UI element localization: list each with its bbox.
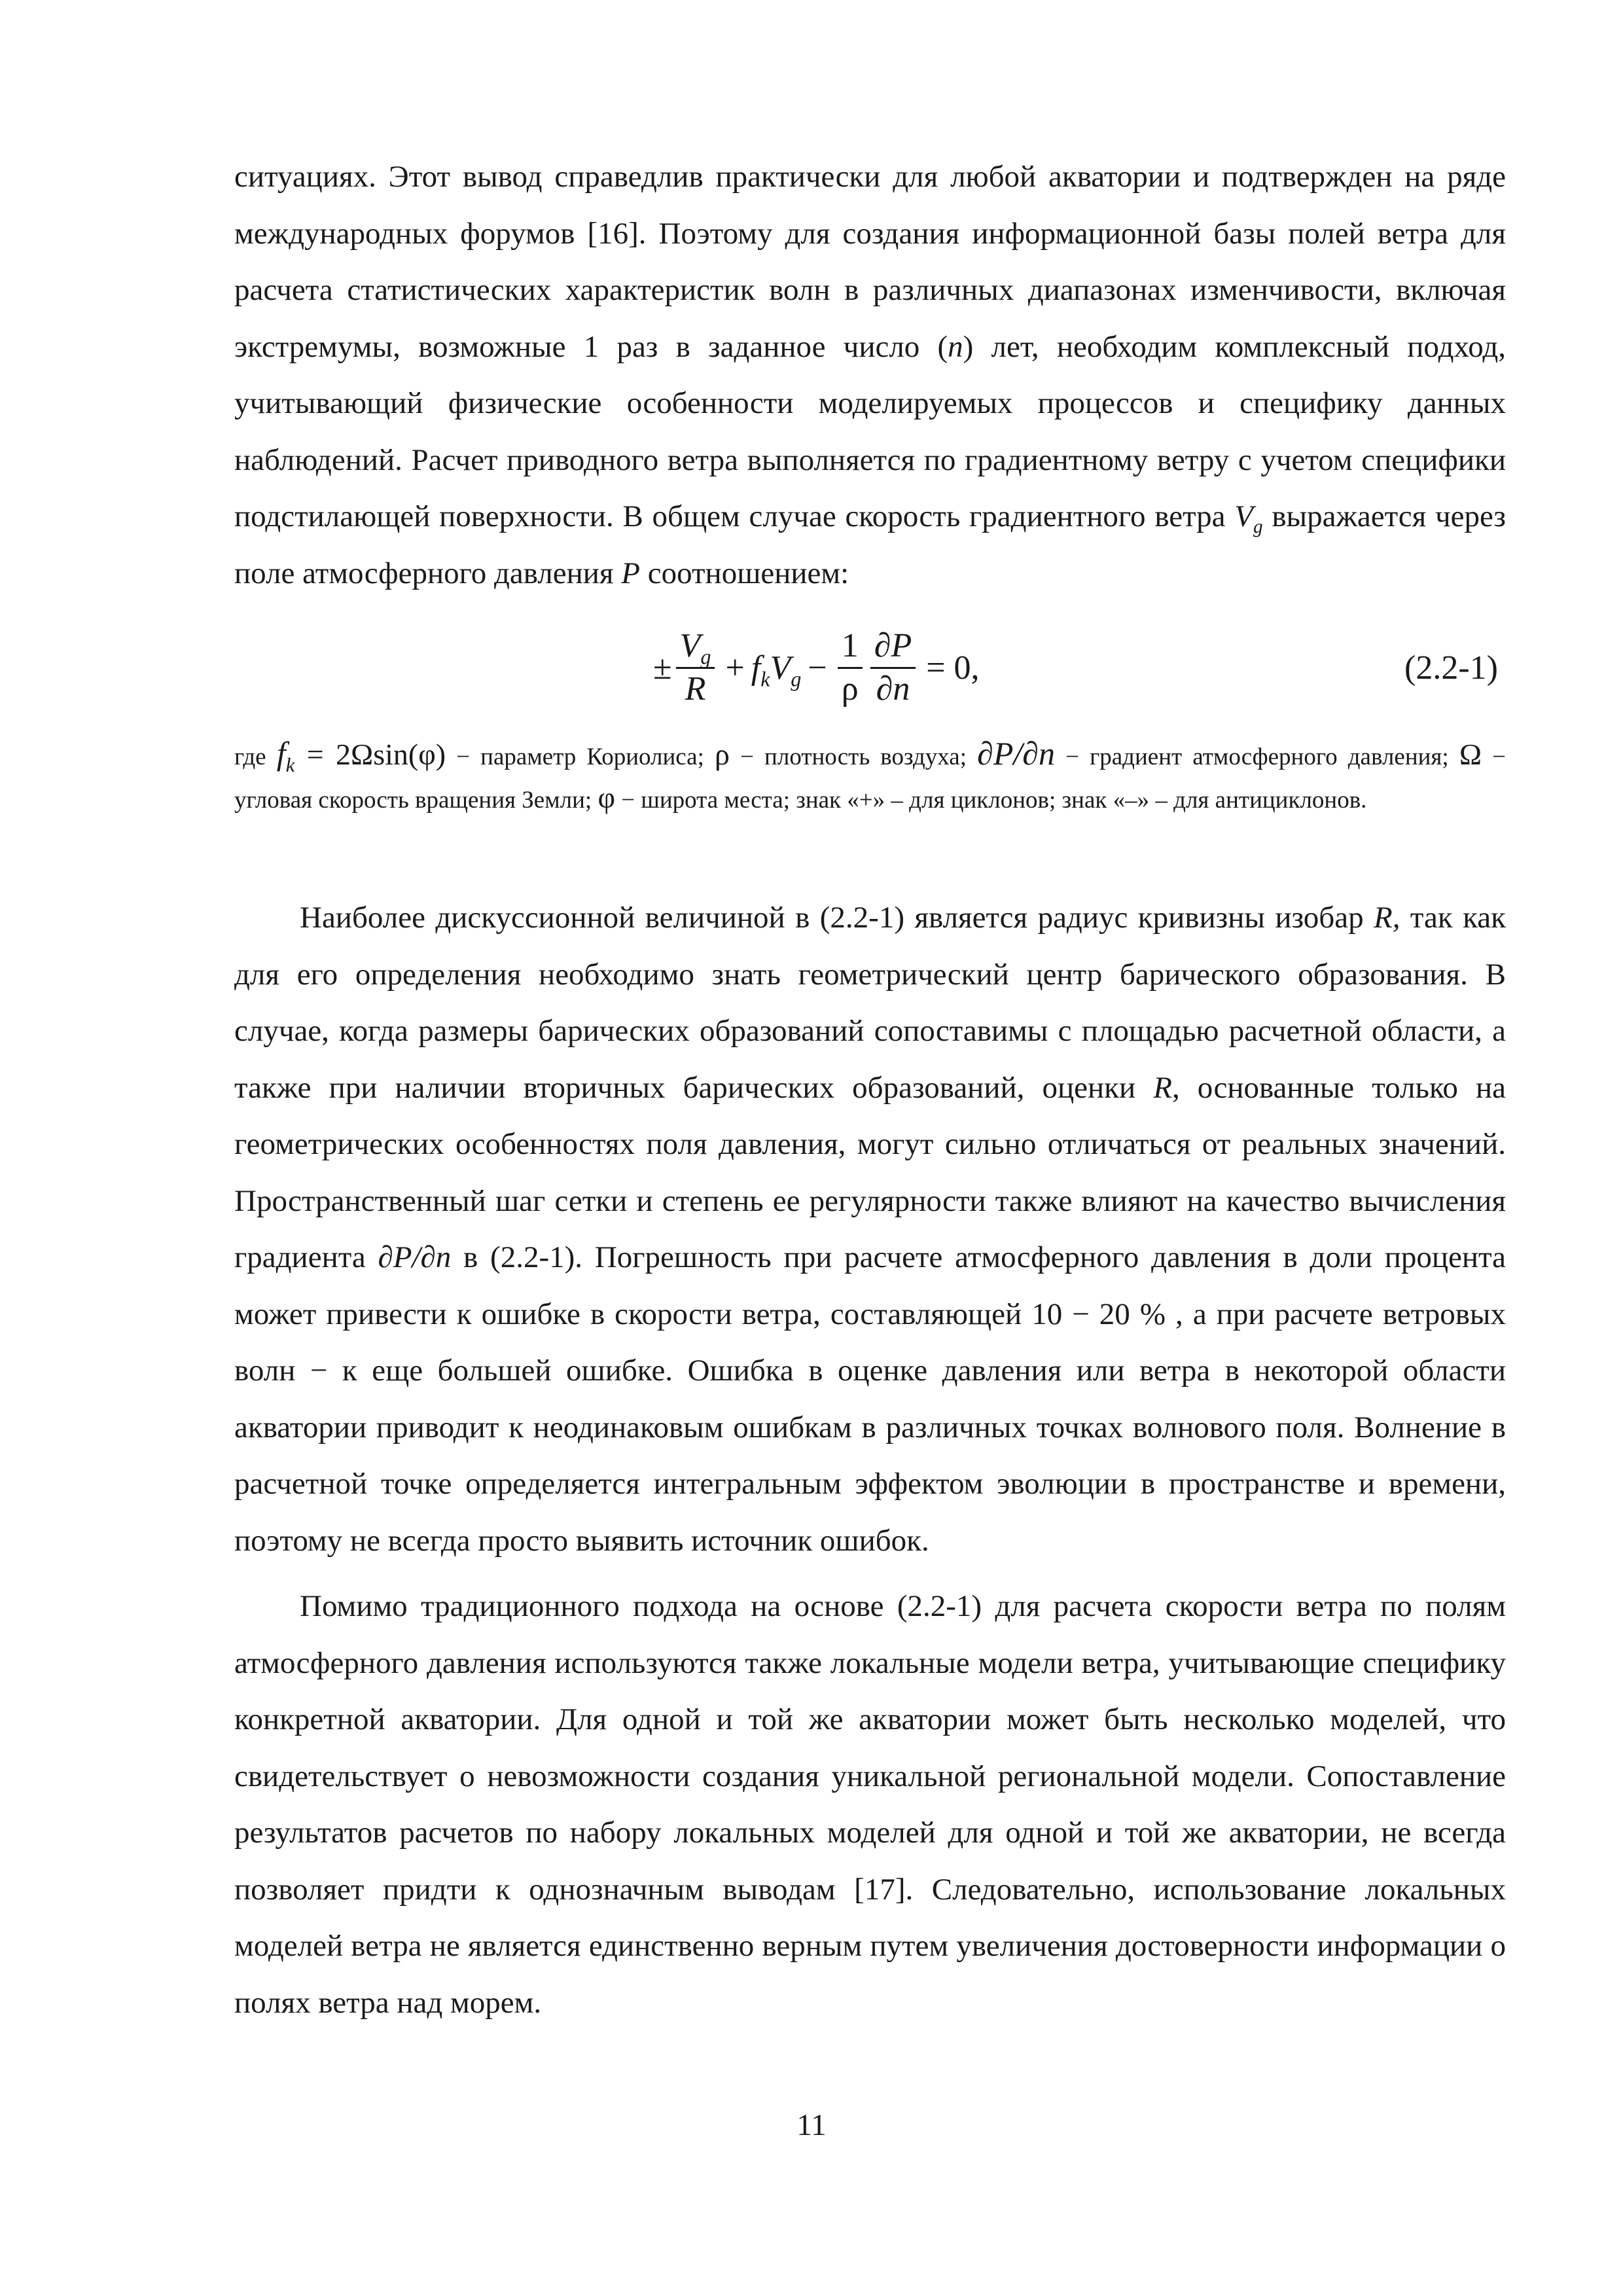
fraction-denominator: R [685, 670, 706, 708]
symbol-gradient: ∂P/∂n [378, 1240, 452, 1274]
symbol-f: f [276, 735, 286, 772]
text-run: выражается через поле атмосферного давления [234, 499, 1507, 590]
symbol-gradient: ∂P/∂n [977, 735, 1055, 772]
variable-n: n [948, 329, 963, 364]
paragraph-3: Помимо традиционного подхода на основе (2.2-1) для расчета скорости ветра по полям атмосферного давления используются также локальные модели ветра, учитывающие специфику конкретной акватории. Для одной и той же акватории может быть несколько моделей, что свидетельствует о невозможности создания уникальной региональной модели. Сопоставление результатов расчетов по набору локальных моделей для одной и той же акватории, не всегда позволяет придти к однозначным выводам [17]. Следовательно, использование локальных моделей ветра не является единственно верным путем увеличения достоверности информации о полях ветра над морем. [234, 1589, 1506, 2020]
text-run: − параметр Кориолиса; [446, 744, 715, 770]
plus-minus-sign: ± [653, 649, 672, 687]
text-run: Наиболее дискуссионной величиной в (2.2-1) является радиус кривизны изобар [300, 901, 1374, 935]
fraction-denominator: ρ [841, 670, 859, 708]
fraction-one-over-rho [838, 628, 863, 707]
symbol-definitions [234, 733, 1506, 821]
text-run: − градиент атмосферного давления; [1054, 744, 1459, 770]
text-run: где [234, 744, 277, 770]
symbol-rho: ρ [715, 738, 730, 771]
symbol-phi: φ [597, 781, 615, 814]
formula-fk [276, 735, 295, 776]
paragraph-1-text [234, 149, 1506, 601]
variable-vg [1234, 499, 1263, 538]
minus-sign: − [808, 649, 827, 687]
equation-formula [653, 622, 986, 713]
subscript-g: g [1253, 516, 1263, 538]
fraction-numerator: ∂P [870, 628, 916, 669]
fraction-numerator: 1 [838, 628, 863, 669]
term-fk-vg [751, 649, 802, 691]
coriolis-formula: = 2Ωsin(φ) [294, 738, 446, 771]
variable-p: P [621, 556, 641, 590]
fraction-numerator [676, 628, 715, 669]
text-run: , основанные только на геометрических особенностях поля давления, могут сильно отличаться от реальных значений. Пространственный шаг сетки и степень ее регулярности также влияют на качество вычисления градиента [234, 1070, 1506, 1274]
text-run: − плотность воздуха; [729, 744, 978, 770]
equals-zero: = 0, [926, 649, 980, 687]
paragraphs-body [234, 889, 1506, 2031]
subscript-g: g [700, 645, 711, 669]
plus-sign: + [725, 649, 745, 687]
subscript-k: k [285, 753, 295, 776]
variable-v: V [1234, 499, 1254, 533]
text-run: соотношением: [640, 556, 849, 590]
symbol-omega: Ω [1459, 738, 1482, 771]
text-run: − угловая скорость вращения Земли; [234, 744, 1506, 814]
variable-r: R, [1374, 901, 1400, 935]
paragraph-2 [234, 889, 1506, 1569]
paragraph-1 [234, 149, 1506, 601]
subscript-k: k [760, 666, 770, 691]
text-run: так как для его определения необходимо знать геометрический центр барического образования. В случае, когда размеры барических образований сопоставимы с площадью расчетной области, а также при наличии вторичных барических образований, оценки [234, 901, 1506, 1105]
symbol-v: V [770, 649, 791, 687]
text-run: ситуациях. Этот вывод справедлив практически для любой акватории и подтвержден на ряде международных форумов [16]. Поэтому для создания информационной базы полей ветра для расчета статистических характеристик волн в различных диапазонах изменчивости, включая экстремумы, возможные 1 раз в заданное число ( [234, 160, 1506, 364]
symbol-f: f [751, 649, 761, 687]
text-run: в (2.2-1). Погрешность при расчете атмосферного давления в доли процента может привести к ошибке в скорости ветра, составляющей 10 − 20 % , а при расчете ветровых волн − к еще большей ошибке. Ошибка в оценке давления или ветра в некоторой области акватории приводит к неодинаковым ошибкам в различных точках волнового поля. Волнение в расчетной точке определяется интегральным эффектом эволюции в пространстве и времени, поэтому не всегда просто выявить источник ошибок. [234, 1240, 1506, 1558]
fraction-denominator: ∂n [876, 670, 910, 708]
fraction-dp-over-dn [870, 628, 916, 707]
page-number: 11 [796, 2108, 827, 2142]
variable-r: R [1153, 1070, 1172, 1105]
text-run: ) лет, необходим комплексный подход, учитывающий физические особенности моделируемых процессов и специфику данных наблюдений. Расчет приводного ветра выполняется по градиентному ветру с учетом специфики подстилающей поверхности. В общем случае скорость градиентного ветра [234, 329, 1506, 533]
symbol-v: V [679, 626, 701, 664]
subscript-g: g [791, 666, 802, 691]
equation-2-2-1 [234, 622, 1506, 713]
fraction-vg-over-r [676, 628, 715, 707]
equation-number: (2.2-1) [1404, 649, 1498, 687]
text-run: − широта места; знак «+» – для циклонов; знак «–» – для антициклонов. [615, 787, 1367, 814]
